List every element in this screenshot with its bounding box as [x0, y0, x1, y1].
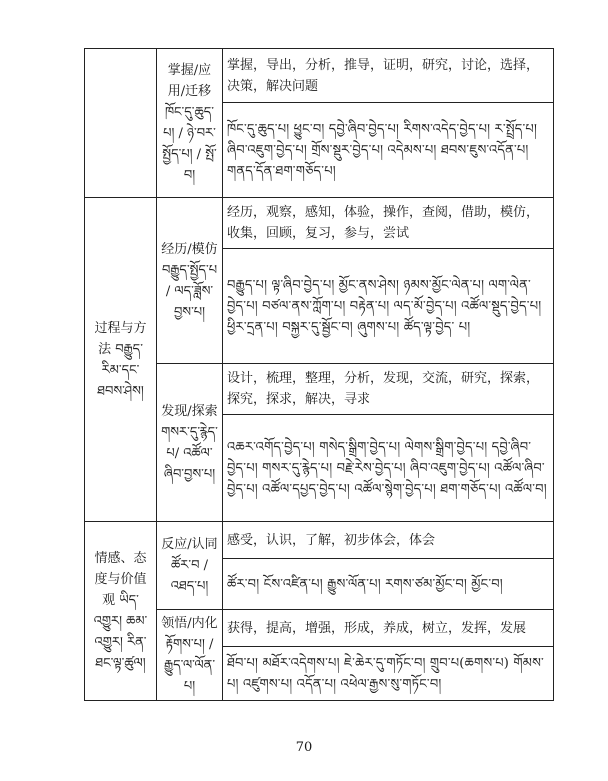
- category-cell: 经历/模仿 བརྒྱུད་སྤྱོད་པ / ལད་ཟློས་བྱས་པ།: [157, 198, 223, 364]
- chinese-verbs-cell: 感受，认识，了解，初步体会，体会: [223, 522, 554, 559]
- category-cell: 掌握/应用/迁移 ཁོང་དུ་ཆུད་པ། / ཉེ་བར་སྤྱོད་པ། / སྤོ་བ།: [157, 49, 223, 198]
- tibetan-verbs-cell: ཚོར་བ། ངོས་འཛིན་པ། རྒྱུས་ལོན་པ། རགས་ཙམ་མྱོང་བ། མྱོང་བ།: [223, 559, 554, 610]
- chinese-verbs-cell: 设计，梳理，整理，分析，发现，交流，研究，探索，探究，探求，解决，寻求: [223, 364, 554, 415]
- table-row: [85, 522, 554, 559]
- chinese-verbs-cell: 掌握，导出，分析，推导，证明，研究，讨论，选择，决策，解决问题: [223, 49, 554, 103]
- tibetan-verbs-cell: ཁོང་དུ་ཆུད་པ། ཕྱུང་བ། དབྱེ་ཞིབ་བྱེད་པ། རིགས་འདེད་བྱེད་པ། ར་སྤྲོད་པ། ཞིབ་འཇུག་བྱེད་པ། གྲོས་སྡུར་བྱེད་པ། འདེམས་པ། ཐབས་ཇུས་འདོན་པ། གནད་དོན་ཐག་གཅོད་པ།: [223, 103, 554, 198]
- tibetan-verbs-cell: བརྒྱུད་པ། ལྟ་ཞིབ་བྱེད་པ། མྱོང་ནས་ཤེས། ཉམས་མྱོང་ལེན་པ། ལག་ལེན་བྱེད་པ། བཙལ་ནས་ཀློག་པ། བརྟེན་པ། ལད་མོ་བྱེད་པ། འཚོལ་སྡུད་བྱེད་པ། ཕྱིར་དྲན་པ། བསྐྱར་དུ་སྦྱོང་བ། ཞུགས་པ། ཚོད་ལྟ་བྱེད་ པ།: [223, 249, 554, 364]
- category-cell: 领悟/内化 རྟོགས་པ། / རྒྱུད་ལ་ལོན་པ།: [157, 610, 223, 701]
- objectives-table: [84, 48, 554, 701]
- group-label-cell: 情感、态度与价值观 ཡིད་འགྱུར། ཆམ་འགྱུར། རིན་ཐང་ལྟ་ཚུལ།: [85, 522, 157, 701]
- group-label-cell: [85, 49, 157, 198]
- category-cell: 反应/认同 ཚོར་བ / འཐད་པ།: [157, 522, 223, 610]
- tibetan-verbs-cell: ཐོབ་པ། མཐོར་འདེགས་པ། ཇེ་ཆེར་དུ་གཏོང་བ། གྲུབ་པ(ཆགས་པ) གོམས་པ། འཛུགས་པ། འདོན་པ། འཕེལ་རྒྱས་སུ་གཏོང་བ།: [223, 647, 554, 701]
- table-row: [85, 198, 554, 249]
- chinese-verbs-cell: 经历，观察，感知，体验，操作，查阅，借助，模仿，收集，回顾，复习，参与，尝试: [223, 198, 554, 249]
- chinese-verbs-cell: 获得，提高，增强，形成，养成，树立，发挥，发展: [223, 610, 554, 647]
- category-cell: 发现/探索 གསར་དུ་རྙེད་པ/ འཚོལ་ཞིབ་བྱས་པ།: [157, 364, 223, 522]
- table-row: [85, 49, 554, 103]
- tibetan-verbs-cell: འཆར་འགོད་བྱེད་པ། གསེད་སྒྲིག་བྱེད་པ། ལེགས་སྒྲིག་བྱེད་པ། དབྱེ་ཞིབ་བྱེད་པ། གསར་དུ་རྙེད་པ། བརྗེ་རེས་བྱེད་པ། ཞིབ་འཇུག་བྱེད་པ། འཚོལ་ཞིབ་བྱེད་པ། འཚོལ་དཔྱད་བྱེད་པ། འཚོལ་སྙེག་བྱེད་པ། ཐག་གཅོད་པ། འཚོལ་བ།: [223, 415, 554, 522]
- group-label-cell: 过程与方法 བརྒྱུད་རིམ་དང་ཐབས་ཤེས།: [85, 198, 157, 522]
- page-number: 70: [295, 740, 313, 755]
